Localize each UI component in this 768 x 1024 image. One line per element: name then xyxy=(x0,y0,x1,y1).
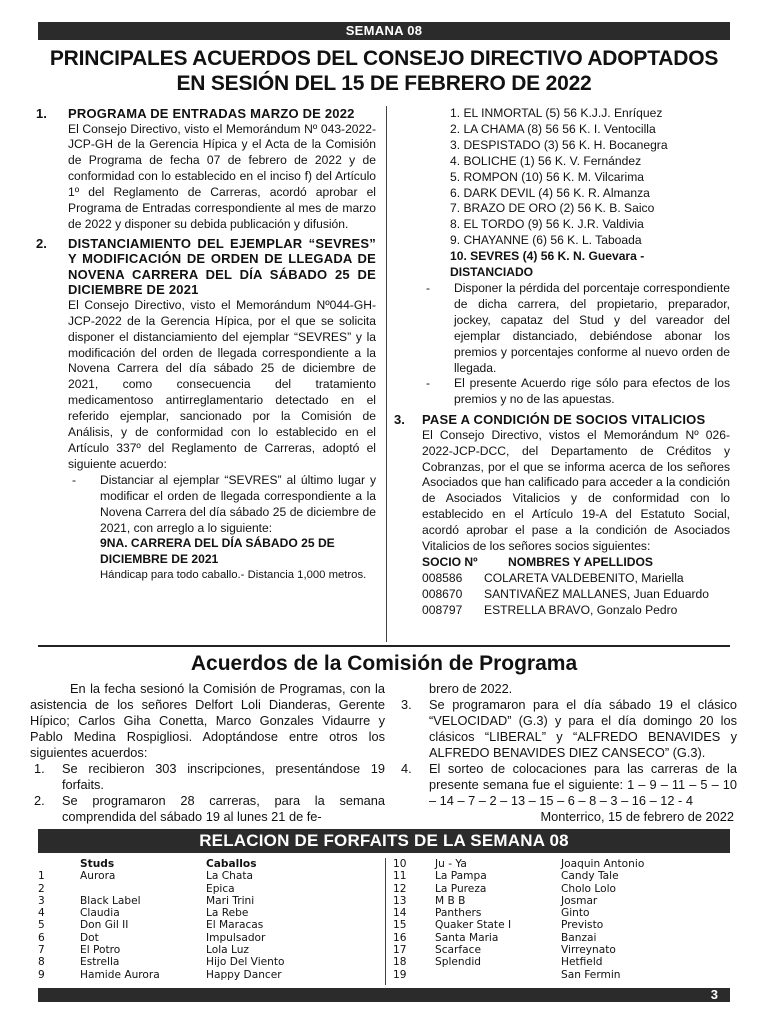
forfait-horse: Happy Dancer xyxy=(206,968,282,981)
forfait-horse: Banzai xyxy=(561,931,597,944)
forfait-horse: Candy Tale xyxy=(561,870,619,883)
forfaits-left-table xyxy=(38,858,378,981)
forfait-horse: Ginto xyxy=(561,907,590,920)
forfait-number: 12 xyxy=(393,882,407,895)
col-socio: SOCIO Nº xyxy=(422,554,478,569)
forfait-row xyxy=(393,919,733,931)
dash-marker: - xyxy=(426,280,431,295)
dash-text: Distanciar al ejemplar “SEVRES” al último lugar y modificar el orden de llegada correspondiente a la Novena Carrera del día sábado 25 de diciembre de 2021, con arreglo a lo siguiente: xyxy=(100,472,376,535)
race-result-disqualified: 10. SEVRES (4) 56 K. N. Guevara - DISTANCIADO xyxy=(450,249,645,280)
comision-item-text: Se programaron 28 carreras, para la semana comprendida del sábado 19 al lunes 21 de fe- xyxy=(62,793,385,824)
comision-left-column xyxy=(30,681,385,825)
section-1-heading xyxy=(36,106,376,122)
section-3-heading xyxy=(394,412,730,428)
forfait-horse: Mari Trini xyxy=(206,894,255,907)
forfait-stud: Estrella xyxy=(80,956,120,969)
race-result-item: 3. DESPISTADO (3) 56 K. H. Bocanegra xyxy=(450,137,668,152)
forfait-stud: Dot xyxy=(80,931,99,944)
forfait-number: 1 xyxy=(38,870,45,883)
forfait-stud: Santa Maria xyxy=(435,931,499,944)
forfaits-banner: RELACION DE FORFAITS DE LA SEMANA 08 xyxy=(38,829,730,853)
forfait-horse: La Chata xyxy=(206,870,254,883)
section-2-dash-item xyxy=(68,473,376,537)
forfaits-header xyxy=(38,858,378,870)
forfait-stud: El Potro xyxy=(80,944,121,957)
socio-row xyxy=(422,587,730,603)
forfait-number: 4 xyxy=(38,907,45,920)
forfait-stud: Don Gil II xyxy=(80,919,129,932)
agreements-right-column xyxy=(394,106,730,619)
forfait-row xyxy=(38,883,378,895)
race-result-item: 7. BRAZO DE ORO (2) 56 K. B. Saico xyxy=(450,201,655,216)
comision-item xyxy=(30,761,385,793)
socios-table xyxy=(394,571,730,619)
forfait-stud: Quaker State I xyxy=(435,919,512,932)
forfait-number: 16 xyxy=(393,931,407,944)
socio-name: ESTRELLA BRAVO, Gonzalo Pedro xyxy=(484,602,678,617)
section-title: PASE A CONDICIÓN DE SOCIOS VITALICIOS xyxy=(422,412,706,428)
comision-intro: En la fecha sesionó la Comisión de Programas, con la asistencia de los señores Delfort Loli Dianderas, Gerente Hípico; Carlos Giha Conetta, Marco Gonzales Vidaurre y Pablo Medina Rospigliosi. Adoptándose entre otros los siguientes acuerdos: xyxy=(30,681,385,760)
page-title-line1: PRINCIPALES ACUERDOS DEL CONSEJO DIRECTIVO ADOPTADOS xyxy=(49,47,719,70)
forfait-horse: Joaquin Antonio xyxy=(561,858,645,870)
col-caballos: Caballos xyxy=(206,858,257,870)
forfait-horse: Cholo Lolo xyxy=(561,882,617,895)
forfait-row xyxy=(393,895,733,907)
section-title: PROGRAMA DE ENTRADAS MARZO DE 2022 xyxy=(68,106,355,121)
socio-row xyxy=(422,603,730,619)
forfait-row xyxy=(393,858,733,870)
forfait-horse: Josmar xyxy=(561,894,598,907)
forfait-number: 2 xyxy=(38,882,45,895)
forfait-row xyxy=(38,895,378,907)
forfait-horse: La Rebe xyxy=(206,907,249,920)
forfait-number: 15 xyxy=(393,919,407,932)
section-2-body: El Consejo Directivo, visto el Memorándum Nº044-GH-JCP-2022 de la Gerencia Hípica, por el que se solicita disponer el distanciamiento del ejemplar “SEVRES” y la modificación del orden de llegada correspondiente a la Novena Carrera del día sábado 25 de diciembre de 2021, como consecuencia del tratamiento medicamentoso antirreglamentario detectado en el referido ejemplar, sancionado por la Comisión de Análisis, y de conformidad con lo establecido en el Artículo 337º del Reglamento de Carreras, adoptó el siguiente acuerdo: xyxy=(68,297,376,471)
forfait-horse: Hijo Del Viento xyxy=(206,956,285,969)
forfait-stud xyxy=(435,969,561,981)
forfait-stud: La Pureza xyxy=(435,882,487,895)
forfait-row xyxy=(38,919,378,931)
comision-item xyxy=(30,793,385,825)
forfait-stud: La Pampa xyxy=(435,870,487,883)
forfait-horse: Impulsador xyxy=(206,931,266,944)
forfait-stud: Hamide Aurora xyxy=(80,968,160,981)
forfait-stud xyxy=(80,883,206,895)
section-number: 2. xyxy=(36,235,47,251)
section-divider xyxy=(38,645,730,647)
forfait-row xyxy=(38,870,378,882)
comision-item xyxy=(397,761,737,809)
dash-text: El presente Acuerdo rige sólo para efectos de los premios y no de las apuestas. xyxy=(454,376,730,407)
forfait-row xyxy=(38,932,378,944)
week-banner: SEMANA 08 xyxy=(38,22,730,40)
comision-item-number: 4. xyxy=(401,761,412,776)
forfait-horse: Epica xyxy=(206,882,235,895)
forfait-horse: Virreynato xyxy=(561,944,616,957)
forfait-row xyxy=(38,956,378,968)
comision-item-number: 3. xyxy=(401,697,412,712)
comision-title: Acuerdos de la Comisión de Programa xyxy=(190,652,578,675)
page-title xyxy=(38,46,730,96)
forfait-row xyxy=(393,956,733,968)
race-result-item: 4. BOLICHE (1) 56 K. V. Fernández xyxy=(450,153,642,168)
forfait-number: 11 xyxy=(393,870,407,883)
comision-item-text: El sorteo de colocaciones para las carreras de la presente semana fue el siguiente: 1 – 9 – 11 – 5 – 10 – 14 – 7 – 2 – 13 – 15 – 6 – 8 – 3 – 16 – 12 - 4 xyxy=(429,761,737,808)
forfait-number: 3 xyxy=(38,894,45,907)
comision-item xyxy=(397,697,737,761)
section-number: 1. xyxy=(36,106,47,121)
forfait-number: 19 xyxy=(393,968,407,981)
forfait-horse: Hetfield xyxy=(561,956,603,969)
forfait-stud: Splendid xyxy=(435,956,482,969)
race-result-item: 6. DARK DEVIL (4) 56 K. R. Almanza xyxy=(450,185,650,200)
dash-marker: - xyxy=(426,376,431,391)
forfait-stud: M B B xyxy=(435,894,466,907)
race-result-item: 5. ROMPON (10) 56 K. M. Vilcarima xyxy=(450,169,644,184)
forfait-stud: Black Label xyxy=(80,894,141,907)
forfaits-right-table xyxy=(393,858,733,981)
socio-name: COLARETA VALDEBENITO, Mariella xyxy=(484,570,684,585)
dash-marker: - xyxy=(72,472,77,487)
forfait-row xyxy=(393,870,733,882)
section-2-dash-item xyxy=(422,376,730,408)
col-nombres: NOMBRES Y APELLIDOS xyxy=(508,554,653,569)
forfait-horse: El Maracas xyxy=(206,919,264,932)
column-divider xyxy=(386,106,387,642)
forfait-row xyxy=(393,907,733,919)
socio-id: 008797 xyxy=(422,602,463,617)
forfait-horse: San Fermin xyxy=(561,968,621,981)
socio-id: 008670 xyxy=(422,586,463,601)
forfait-number: 5 xyxy=(38,919,45,932)
socios-table-header xyxy=(422,555,730,571)
forfait-number: 6 xyxy=(38,931,45,944)
section-2-heading xyxy=(36,236,376,298)
forfait-number: 9 xyxy=(38,968,45,981)
forfait-stud: Claudia xyxy=(80,907,120,920)
col-studs: Studs xyxy=(80,858,115,870)
forfait-horse: Lola Luz xyxy=(206,944,249,957)
forfait-horse: Previsto xyxy=(561,919,604,932)
race-result-item: 9. CHAYANNE (6) 56 K. L. Taboada xyxy=(450,233,642,248)
footer-bar xyxy=(38,988,730,1002)
page-number: 3 xyxy=(710,987,718,1002)
forfait-number: 13 xyxy=(393,894,407,907)
race-result-item: 2. LA CHAMA (8) 56 56 K. I. Ventocilla xyxy=(450,121,656,136)
socio-id: 008586 xyxy=(422,570,463,585)
comision-item-continuation: brero de 2022. xyxy=(429,681,513,696)
forfait-number: 18 xyxy=(393,956,407,969)
forfait-row xyxy=(393,944,733,956)
comision-item-number: 2. xyxy=(34,793,45,808)
forfait-row xyxy=(38,944,378,956)
comision-item-number: 1. xyxy=(34,761,45,776)
date-signature: Monterrico, 15 de febrero de 2022 xyxy=(540,809,734,824)
agreements-left-column xyxy=(36,106,376,584)
section-title: DISTANCIAMIENTO DEL EJEMPLAR “SEVRES” Y MODIFICACIÓN DE ORDEN DE LLEGADA DE NOVENA CARRERA DEL DÍA SÁBADO 25 DE DICIEMBRE DE 2021 xyxy=(68,235,376,298)
section-3-body: El Consejo Directivo, vistos el Memorándum Nº 026-2022-JCP-DCC, del Departamento de Créditos y Cobranzas, por el que se informa acerca de los señores Asociados que han calificado para acceder a la condición de Asociados Vitalicios y de conformidad con lo establecido en el Artículo 19-A del Estatuto Social, acordó aprobar el pase a la condición de Asociados Vitalicios de los señores socios siguientes: xyxy=(422,427,730,554)
forfait-number: 10 xyxy=(393,858,407,870)
race-heading xyxy=(68,536,376,584)
forfait-number: 8 xyxy=(38,956,45,969)
race-results-list xyxy=(450,106,730,249)
race-subtitle: Hándicap para todo caballo.- Distancia 1,000 metros. xyxy=(100,569,367,582)
section-1-body: El Consejo Directivo, visto el Memorándum Nº 043-2022-JCP-GH de la Gerencia Hípica y el Acta de la Comisión de Programa de fecha 07 de febrero de 2022 y de conformidad con lo establecido en el inciso f) del Artículo 1º del Reglamento de Carreras, acordó aprobar el Programa de Entradas correspondiente al mes de marzo de 2022 y disponer su debida publicación y difusión. xyxy=(68,121,376,231)
race-result-item: 1. EL INMORTAL (5) 56 K.J.J. Enríquez xyxy=(450,106,663,120)
forfait-row xyxy=(38,907,378,919)
comision-right-column xyxy=(397,681,737,825)
dash-text: Disponer la pérdida del porcentaje correspondiente de dicha carrera, del propietario, preparador, jockey, capataz del Stud y del vareador del ejemplar distanciado, debiéndose abonar los premios y porcentajes conforme al nuevo orden de llegada. xyxy=(454,280,730,375)
race-title: 9NA. CARRERA DEL DÍA SÁBADO 25 DE DICIEMBRE DE 2021 xyxy=(100,536,335,567)
socio-name: SANTIVAÑEZ MALLANES, Juan Eduardo xyxy=(484,586,709,601)
forfait-row xyxy=(393,932,733,944)
forfait-number: 14 xyxy=(393,907,407,920)
forfait-row xyxy=(393,969,733,981)
forfait-stud: Aurora xyxy=(80,870,116,883)
socio-row xyxy=(422,571,730,587)
forfaits-divider xyxy=(385,858,386,985)
forfait-number: 7 xyxy=(38,944,45,957)
forfait-row xyxy=(38,969,378,981)
page-title-line2: EN SESIÓN DEL 15 DE FEBRERO DE 2022 xyxy=(176,72,592,95)
forfait-row xyxy=(393,883,733,895)
section-2-dash-item xyxy=(422,281,730,376)
forfait-number: 17 xyxy=(393,944,407,957)
forfait-stud: Scarface xyxy=(435,944,481,957)
comision-item-text: Se recibieron 303 inscripciones, presentándose 19 forfaits. xyxy=(62,761,385,792)
comision-item-text: Se programaron para el día sábado 19 el clásico “VELOCIDAD” (G.3) y para el día domingo 20 los clásicos “LIBERAL” y “ALFREDO BENAVIDES y ALFREDO BENAVIDES DIEZ CANSECO” (G.3). xyxy=(429,697,737,760)
section-number: 3. xyxy=(394,412,405,428)
forfait-stud: Ju - Ya xyxy=(435,858,467,870)
race-result-item: 8. EL TORDO (9) 56 K. J.R. Valdivia xyxy=(450,217,644,232)
forfait-stud: Panthers xyxy=(435,907,482,920)
